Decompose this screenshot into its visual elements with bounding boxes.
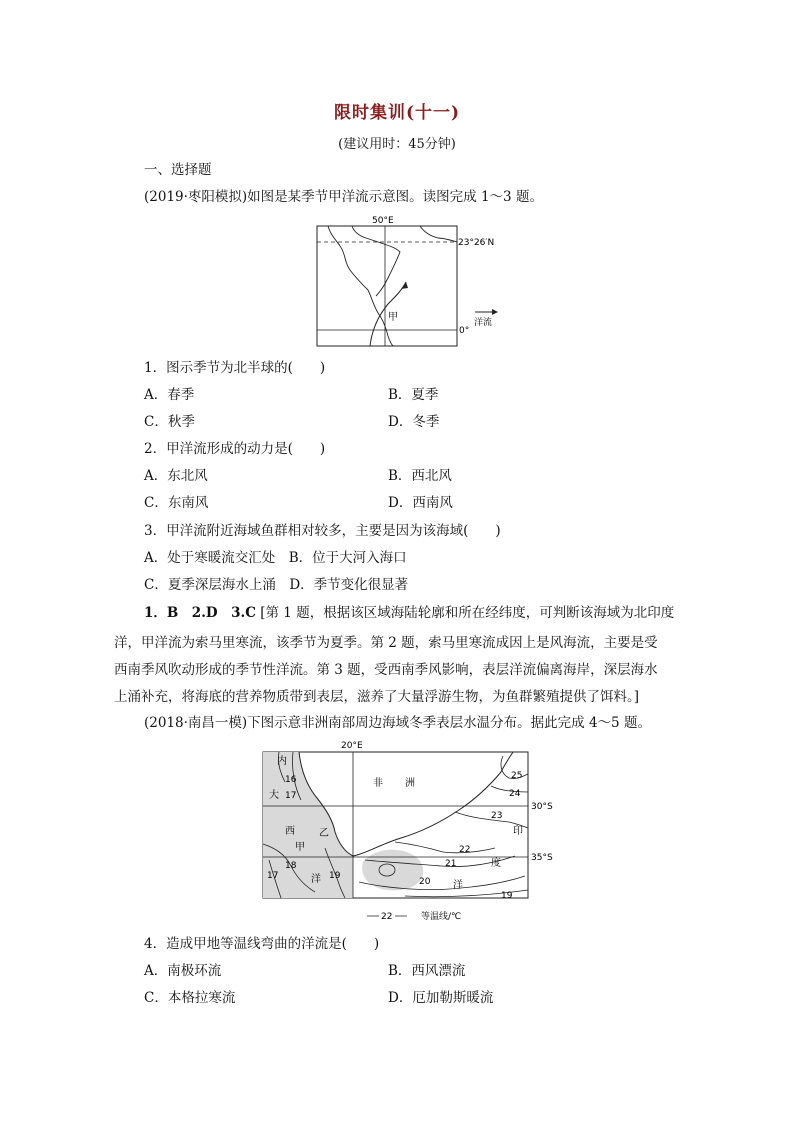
q2-option-c[interactable]: C．东南风 <box>144 495 209 511</box>
isotherm-label-19-east: 19 <box>501 891 513 901</box>
current-jia-label: 甲 <box>388 312 398 323</box>
answer-line-2: 洋，甲洋流为索马里寒流，该季节为夏季。第 2 题，索马里寒流成因上是风海流，主要是受 <box>114 635 658 651</box>
isotherm-label-16: 16 <box>285 775 297 785</box>
isotherm-label-18: 18 <box>285 861 297 871</box>
east-ocean-label-2: 度 <box>491 858 501 869</box>
answer-line-3: 西南季风吹动形成的季节性洋流。第 3 题，受西南季风影响，表层洋流偏离海岸，深层海水 <box>114 662 658 678</box>
q1-option-b[interactable]: B．夏季 <box>388 387 439 403</box>
answer-keys: 1．B 2.D 3.C <box>144 605 256 621</box>
lat-30s-label: 30°S <box>531 802 553 812</box>
continent-label-2: 洲 <box>405 778 415 789</box>
equator-label: 0° <box>459 326 470 336</box>
q1-option-c[interactable]: C．秋季 <box>144 414 195 430</box>
answer-block-1 <box>144 600 674 627</box>
q4-option-a[interactable]: A．南极环流 <box>144 963 222 979</box>
q1-option-a[interactable]: A．春季 <box>144 387 195 403</box>
isotherm-label-20: 20 <box>419 877 431 887</box>
continent-label-1: 非 <box>373 778 383 789</box>
map-1-lon-label: 50°E <box>372 216 394 226</box>
isotherm-label-21: 21 <box>445 859 457 869</box>
east-ocean-label-1: 印 <box>513 826 523 837</box>
q2-option-d[interactable]: D．西南风 <box>388 495 453 511</box>
answer-text-1: [第 1 题，根据该区域海陆轮廓和所在经纬度，可判断该海域为北印度 <box>260 605 675 621</box>
legend-isotherm-label: 等温线/℃ <box>421 912 462 922</box>
coastline-asia <box>420 226 457 242</box>
section-heading: 一、选择题 <box>144 162 212 178</box>
q4-option-d[interactable]: D．厄加勒斯暖流 <box>388 990 494 1006</box>
q1-option-d[interactable]: D．冬季 <box>388 414 440 430</box>
q4-option-c[interactable]: C．本格拉寒流 <box>144 990 236 1006</box>
isotherm-label-23: 23 <box>491 811 503 821</box>
map-2-lon-label: 20°E <box>341 741 363 751</box>
q1-stem: 1．图示季节为北半球的( ) <box>144 360 326 376</box>
map-somali-current <box>300 212 520 352</box>
q3-options-cd[interactable]: C．夏季深层海水上涌 D．季节变化很显著 <box>144 577 409 593</box>
isotherm-label-22: 22 <box>459 845 471 855</box>
tropic-label: 23°26′N <box>458 238 495 248</box>
answer-line-4: 上涌补充，将海底的营养物质带到表层，滋养了大量浮游生物，为鱼群繁殖提供了饵料。] <box>114 689 640 705</box>
page-title: 限时集训(十一) <box>333 103 461 123</box>
q4-option-b[interactable]: B．西风漂流 <box>388 963 466 979</box>
group-2-intro: (2018·南昌一模)下图示意非洲南部周边海域冬季表层水温分布。据此完成 4～5 题。 <box>144 715 651 731</box>
map-south-africa-sst <box>255 736 565 926</box>
west-top-label: 内 <box>277 756 287 767</box>
east-ocean-label-3: 洋 <box>453 880 463 891</box>
page-subtitle: (建议用时：45分钟) <box>338 137 456 152</box>
q2-stem: 2．甲洋流形成的动力是( ) <box>144 441 326 457</box>
map-1-frame <box>317 226 457 346</box>
answer-line-1 <box>144 600 674 627</box>
q4-stem: 4．造成甲地等温线弯曲的洋流是( ) <box>144 936 380 952</box>
isotherm-label-19-west: 19 <box>329 871 341 881</box>
west-ocean-label-1: 大 <box>269 790 279 801</box>
isotherm-label-17-north: 17 <box>285 791 297 801</box>
point-jia: 甲 <box>295 842 305 853</box>
coastline-horn <box>352 226 400 296</box>
q3-options-ab[interactable]: A．处于寒暖流交汇处 B．位于大河入海口 <box>144 550 407 566</box>
isotherm-label-24: 24 <box>509 789 521 799</box>
legend-current-label: 洋流 <box>474 318 493 328</box>
legend-isotherm-value: 22 <box>381 912 393 922</box>
isotherm-label-25: 25 <box>511 771 523 781</box>
current-arrow-head <box>401 282 408 289</box>
west-ocean-label-2: 西 <box>285 826 295 837</box>
legend-arrow-head <box>492 309 498 315</box>
isotherm-22 <box>395 842 495 853</box>
q3-stem: 3．甲洋流附近海域鱼群相对较多，主要是因为该海域( ) <box>144 523 501 539</box>
isotherm-label-17-south: 17 <box>267 871 279 881</box>
lat-35s-label: 35°S <box>531 853 553 863</box>
point-yi: 乙 <box>319 828 329 839</box>
west-ocean-label-3: 洋 <box>311 874 321 885</box>
group-1-intro: (2019·枣阳模拟)如图是某季节甲洋流示意图。读图完成 1～3 题。 <box>144 189 543 205</box>
q2-option-b[interactable]: B．西北风 <box>388 468 452 484</box>
q2-option-a[interactable]: A．东北风 <box>144 468 208 484</box>
